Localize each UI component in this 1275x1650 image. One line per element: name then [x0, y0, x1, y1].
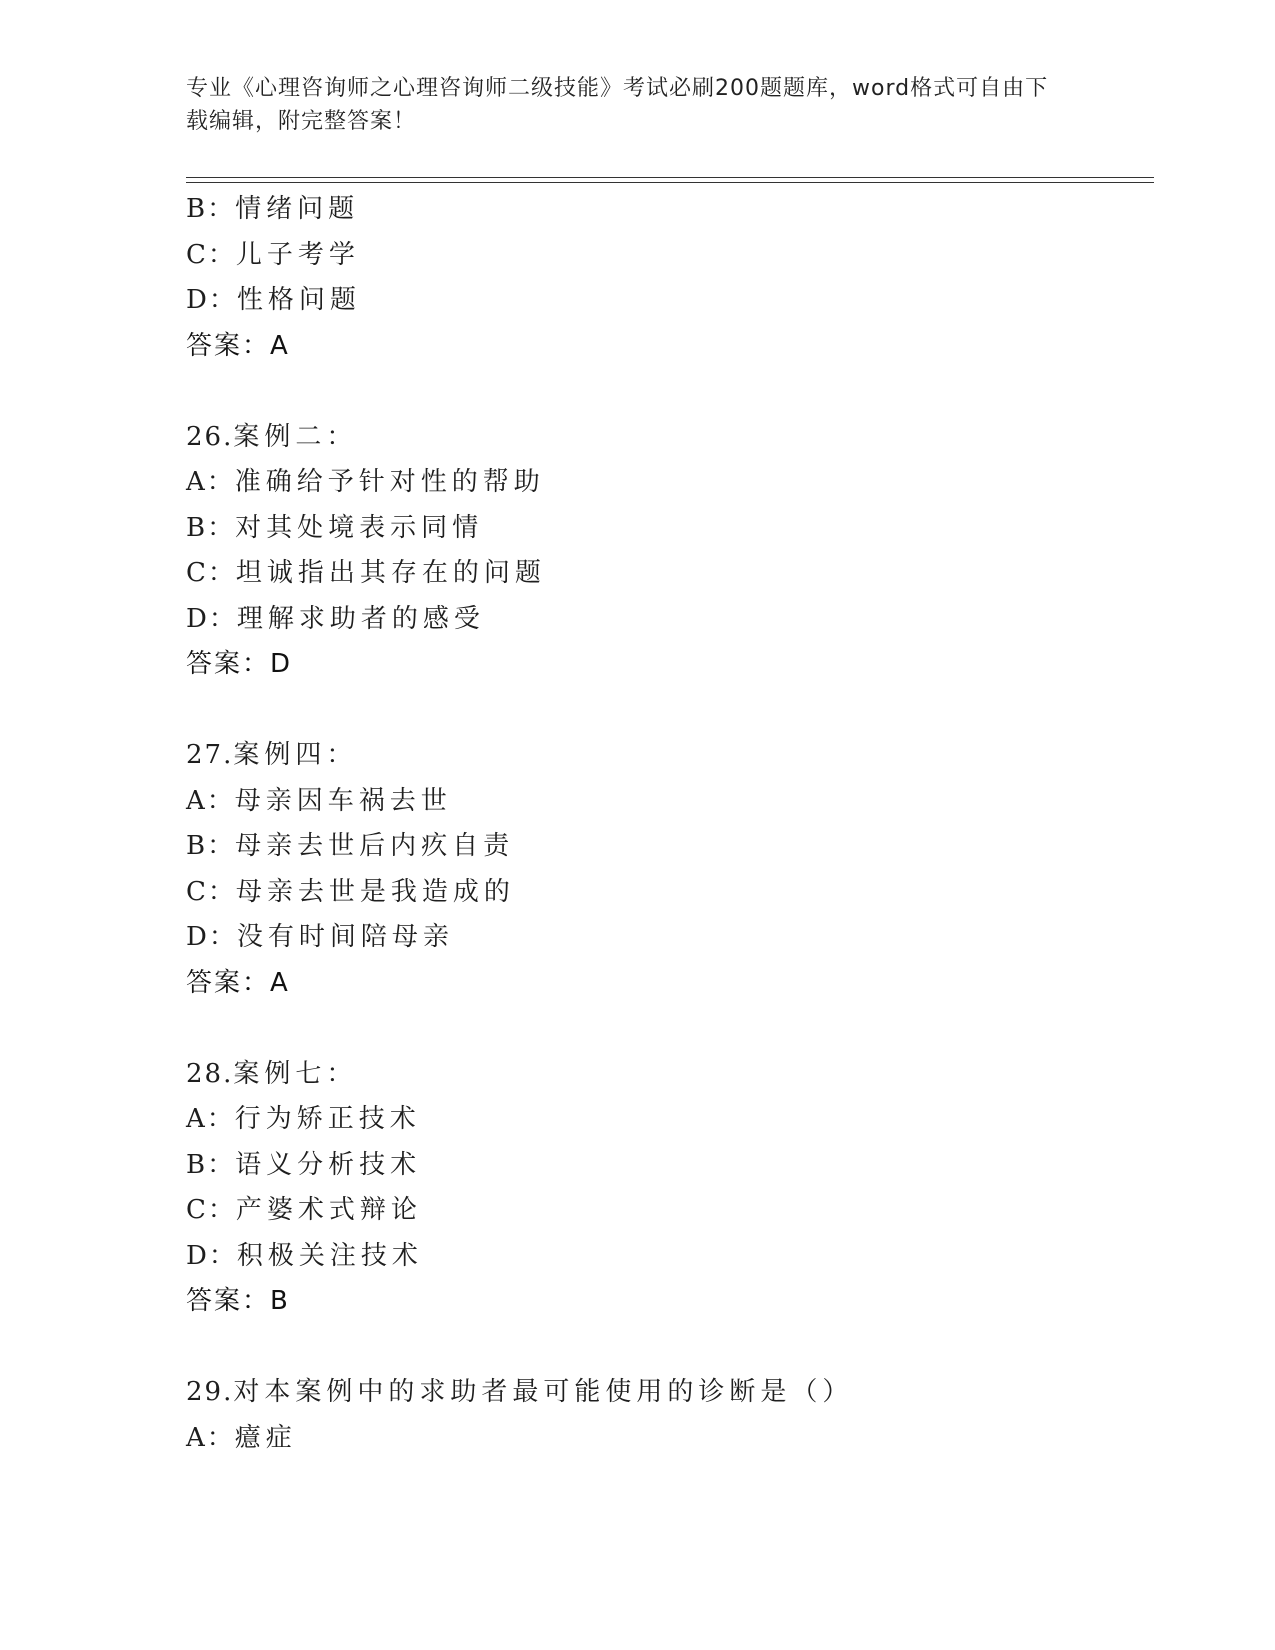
option-c — [186, 551, 1154, 597]
option-b — [186, 824, 1154, 870]
answer-line: 答案：A — [186, 967, 290, 998]
question-stem — [186, 1370, 1154, 1416]
question-number: 27. — [186, 740, 234, 770]
option-c — [186, 1188, 1154, 1234]
option-text: 情绪问题 — [235, 194, 360, 224]
question-text: 案例四： — [233, 740, 358, 770]
question-text: 案例七： — [233, 1058, 358, 1089]
option-b — [186, 1143, 1154, 1189]
option-prefix: C： — [186, 1195, 236, 1225]
option-d — [186, 1234, 1154, 1280]
question-stem — [186, 1052, 1154, 1098]
answer-line: 答案：A — [186, 330, 290, 361]
question-text: 对本案例中的求助者最可能使用的诊断是（） — [233, 1377, 854, 1407]
option-a — [186, 1416, 1154, 1462]
option-b — [186, 187, 1154, 233]
spacer — [186, 688, 1154, 734]
option-prefix: A： — [186, 785, 235, 816]
question-number: 29. — [186, 1377, 234, 1407]
option-text: 癔症 — [234, 1422, 297, 1453]
option-text: 对其处境表示同情 — [235, 512, 484, 543]
option-text: 理解求助者的感受 — [236, 603, 485, 634]
option-text: 准确给予针对性的帮助 — [234, 467, 545, 497]
question-number: 28. — [186, 1058, 234, 1089]
option-a — [186, 460, 1154, 506]
option-c — [186, 870, 1154, 916]
question-29 — [186, 1370, 1154, 1461]
question-26 — [186, 415, 1154, 688]
option-prefix: C： — [186, 239, 236, 270]
option-prefix: B： — [186, 1149, 236, 1180]
option-text: 行为矫正技术 — [234, 1104, 421, 1134]
option-text: 积极关注技术 — [236, 1240, 423, 1271]
spacer — [186, 1006, 1154, 1052]
header-divider-top — [186, 177, 1154, 178]
option-prefix: D： — [186, 1240, 237, 1271]
answer-line: 答案：B — [186, 1286, 290, 1316]
option-prefix: B： — [186, 512, 236, 543]
option-text: 坦诚指出其存在的问题 — [235, 558, 546, 588]
option-prefix: A： — [186, 467, 235, 497]
option-c — [186, 233, 1154, 279]
option-text: 没有时间陪母亲 — [236, 922, 454, 952]
question-stem — [186, 733, 1154, 779]
option-text: 语义分析技术 — [235, 1149, 422, 1180]
option-a — [186, 779, 1154, 825]
question-fragment — [186, 187, 1154, 369]
spacer — [186, 1325, 1154, 1371]
option-d — [186, 597, 1154, 643]
option-text: 母亲去世后内疚自责 — [235, 831, 515, 861]
option-d — [186, 278, 1154, 324]
option-text: 母亲去世是我造成的 — [235, 876, 515, 907]
option-prefix: C： — [186, 876, 236, 907]
option-d — [186, 915, 1154, 961]
spacer — [186, 369, 1154, 415]
option-a — [186, 1097, 1154, 1143]
header-divider-bottom — [186, 182, 1154, 183]
option-prefix: C： — [186, 558, 236, 588]
option-text: 性格问题 — [236, 285, 361, 315]
question-27 — [186, 733, 1154, 1006]
question-28 — [186, 1052, 1154, 1325]
option-text: 产婆术式辩论 — [235, 1195, 422, 1225]
option-prefix: B： — [186, 194, 236, 224]
question-stem — [186, 415, 1154, 461]
question-number: 26. — [186, 421, 234, 452]
option-prefix: A： — [186, 1104, 235, 1134]
option-prefix: B： — [186, 831, 236, 861]
option-prefix: D： — [186, 922, 237, 952]
question-list — [186, 187, 1154, 1461]
option-b — [186, 506, 1154, 552]
option-prefix: D： — [186, 603, 237, 634]
document-header: 专业《心理咨询师之心理咨询师二级技能》考试必刷200题题库，word格式可自由下载编辑，附完整答案！ — [186, 76, 1049, 134]
option-prefix: D： — [186, 285, 237, 315]
option-text: 母亲因车祸去世 — [234, 785, 452, 816]
answer-line: 答案：D — [186, 649, 293, 679]
question-text: 案例二： — [233, 421, 358, 452]
option-prefix: A： — [186, 1422, 235, 1453]
option-text: 儿子考学 — [235, 239, 360, 270]
